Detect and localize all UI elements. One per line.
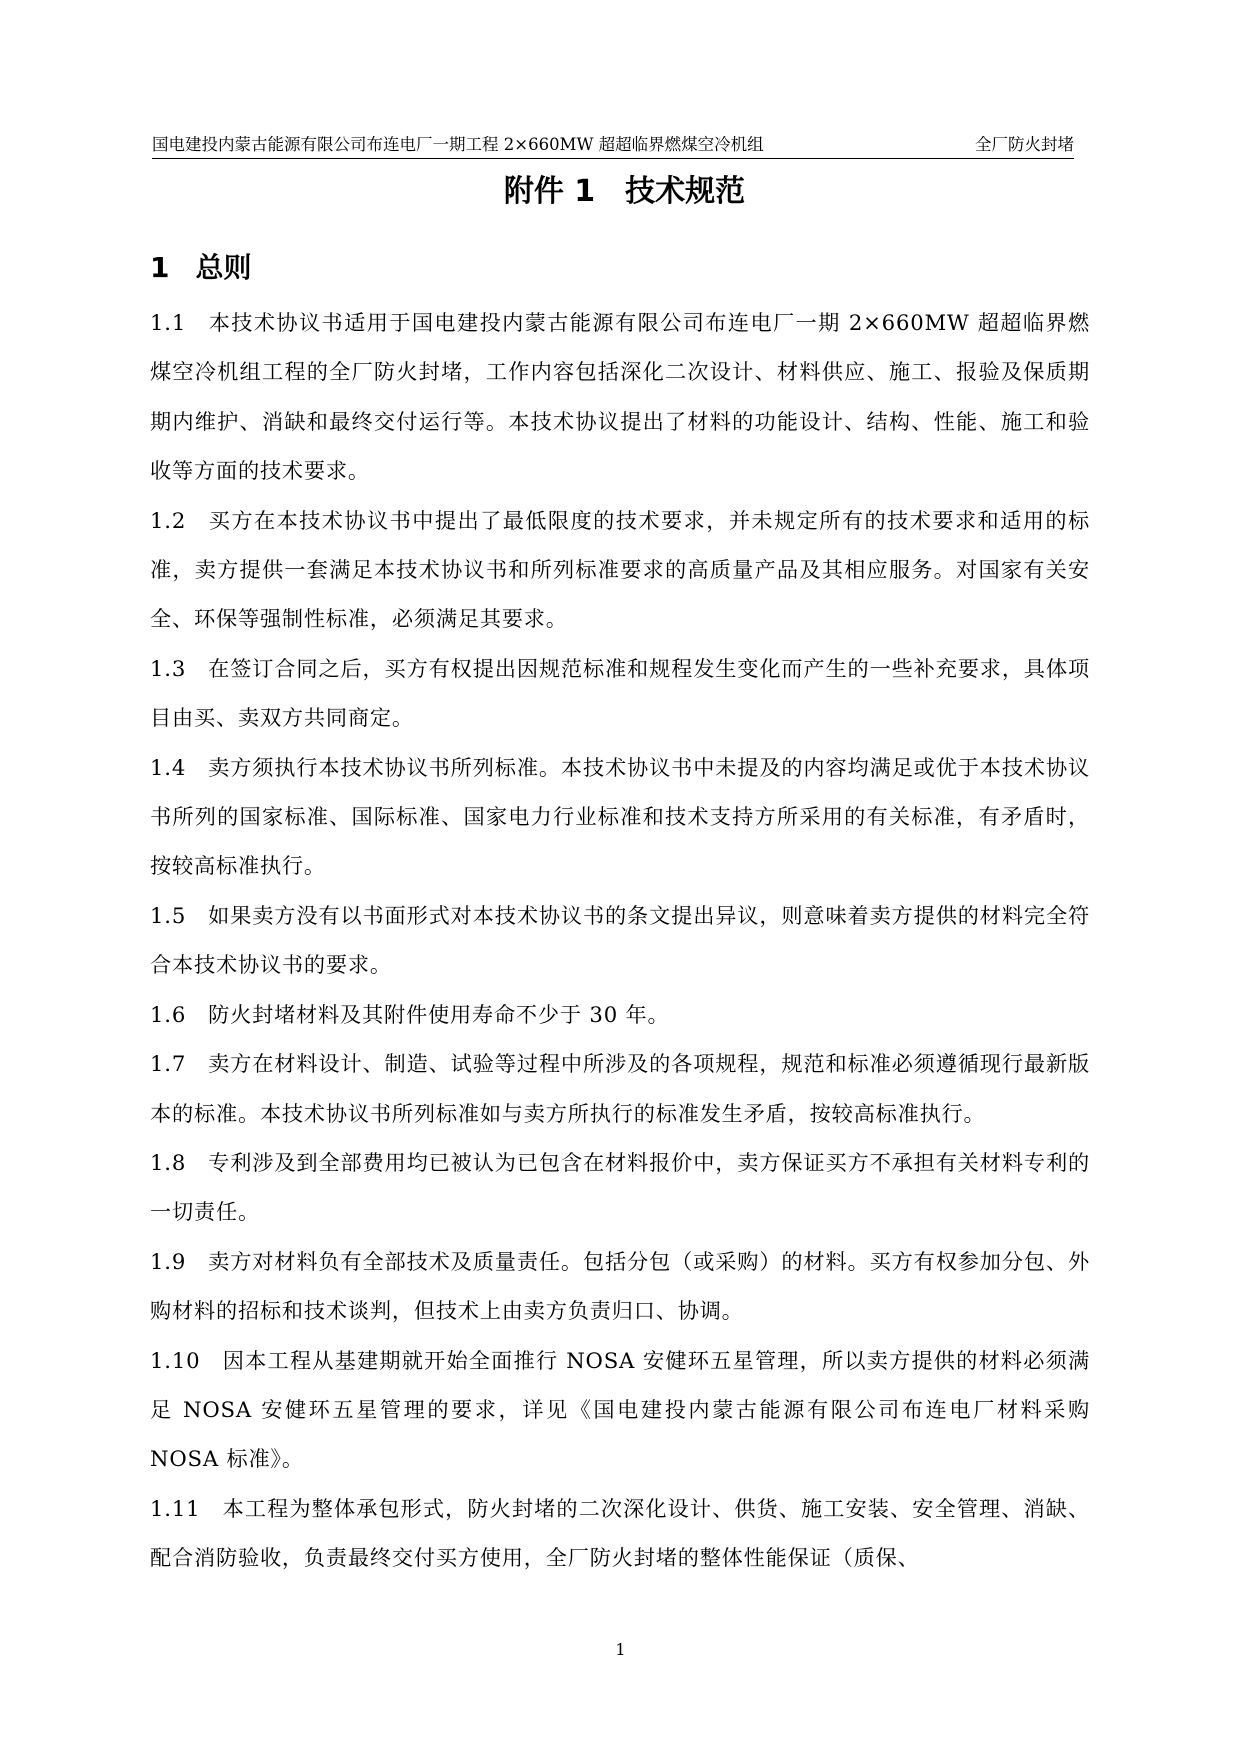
paragraph-text: 防火封堵材料及其附件使用寿命不少于 30 年。 xyxy=(208,1001,670,1027)
paragraph-number: 1.2 xyxy=(150,507,187,533)
paragraph-number: 1.10 xyxy=(150,1347,201,1373)
paragraph-1-11 xyxy=(150,1484,1090,1583)
paragraph-1-10 xyxy=(150,1336,1090,1484)
paragraph-number: 1.11 xyxy=(150,1495,201,1521)
paragraph-1-3 xyxy=(150,644,1090,743)
paragraph-number: 1.3 xyxy=(150,655,187,681)
running-header xyxy=(152,134,1074,159)
paragraph-text: 本技术协议书适用于国电建投内蒙古能源有限公司布连电厂一期 2×660MW 超超临界燃煤空冷机组工程的全厂防火封堵，工作内容包括深化二次设计、材料供应、施工、报验及保质期期内维护、消缺和最终交付运行等。本技术协议提出了材料的功能设计、结构、性能、施工和验收等方面的技术要求。 xyxy=(150,310,1090,484)
title-prefix: 附件 1 xyxy=(503,174,596,209)
paragraph-number: 1.4 xyxy=(150,754,187,780)
body-text xyxy=(150,298,1090,1583)
paragraph-text: 卖方对材料负有全部技术及质量责任。包括分包（或采购）的材料。买方有权参加分包、外购材料的招标和技术谈判，但技术上由卖方负责归口、协调。 xyxy=(150,1248,1090,1324)
paragraph-text: 卖方须执行本技术协议书所列标准。本技术协议书中未提及的内容均满足或优于本技术协议书所列的国家标准、国际标准、国家电力行业标准和技术支持方所采用的有关标准，有矛盾时，按较高标准执行。 xyxy=(150,754,1090,879)
paragraph-number: 1.6 xyxy=(150,1001,187,1027)
paragraph-1-7 xyxy=(150,1039,1090,1138)
page-number: 1 xyxy=(615,1640,626,1659)
section-number: 1 xyxy=(150,251,170,284)
paragraph-number: 1.7 xyxy=(150,1051,187,1077)
paragraph-number: 1.5 xyxy=(150,902,187,928)
paragraph-text: 卖方在材料设计、制造、试验等过程中所涉及的各项规程，规范和标准必须遵循现行最新版本的标准。本技术协议书所列标准如与卖方所执行的标准发生矛盾，按较高标准执行。 xyxy=(150,1051,1090,1126)
paragraph-1-6 xyxy=(150,990,1090,1039)
paragraph-1-8 xyxy=(150,1138,1090,1237)
title-text: 技术规范 xyxy=(625,174,746,209)
paragraph-text: 专利涉及到全部费用均已被认为已包含在材料报价中，卖方保证买方不承担有关材料专利的一切责任。 xyxy=(150,1149,1090,1225)
paragraph-1-1 xyxy=(150,298,1090,496)
paragraph-1-2 xyxy=(150,496,1090,644)
paragraph-text: 本工程为整体承包形式，防火封堵的二次深化设计、供货、施工安装、安全管理、消缺、配合消防验收，负责最终交付买方使用，全厂防火封堵的整体性能保证（质保、 xyxy=(150,1495,1090,1571)
paragraph-1-5 xyxy=(150,891,1090,990)
paragraph-number: 1.1 xyxy=(150,310,187,335)
paragraph-number: 1.8 xyxy=(150,1149,187,1175)
paragraph-1-4 xyxy=(150,743,1090,891)
section-heading xyxy=(150,246,252,290)
paragraph-1-9 xyxy=(150,1237,1090,1336)
paragraph-text: 因本工程从基建期就开始全面推行 NOSA 安健环五星管理，所以卖方提供的材料必须满足 NOSA 安健环五星管理的要求，详见《国电建投内蒙古能源有限公司布连电厂材料采购 NOSA 标准》。 xyxy=(150,1347,1090,1472)
paragraph-text: 在签订合同之后，买方有权提出因规范标准和规程发生变化而产生的一些补充要求，具体项目由买、卖双方共同商定。 xyxy=(150,655,1090,731)
paragraph-text: 如果卖方没有以书面形式对本技术协议书的条文提出异议，则意味着卖方提供的材料完全符合本技术协议书的要求。 xyxy=(150,902,1090,978)
section-title: 总则 xyxy=(195,251,252,284)
document-title xyxy=(0,170,1241,214)
paragraph-text: 买方在本技术协议书中提出了最低限度的技术要求，并未规定所有的技术要求和适用的标准，卖方提供一套满足本技术协议书和所列标准要求的高质量产品及其相应服务。对国家有关安全、环保等强制性标准，必须满足其要求。 xyxy=(150,507,1090,632)
header-section-title: 全厂防火封堵 xyxy=(975,135,1074,154)
header-project-title: 国电建投内蒙古能源有限公司布连电厂一期工程 2×660MW 超超临界燃煤空冷机组 xyxy=(152,135,764,154)
paragraph-number: 1.9 xyxy=(150,1248,187,1274)
